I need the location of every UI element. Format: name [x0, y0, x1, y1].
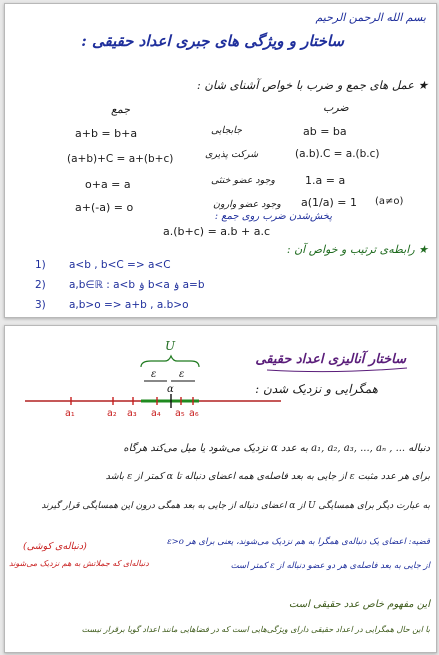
cauchy-description: دنباله‌ای که جملاتش به هم نزدیک می‌شوند — [9, 559, 149, 568]
epsilon-right-label: ε — [179, 369, 185, 380]
column-header-multiplication: ضرب — [323, 101, 349, 114]
add-commutative: a+b = b+a — [75, 127, 138, 140]
definition-line-2: برای هر عدد مثبت ε از جایی به بعد فاصله‌ی همه اعضای دنباله تا α کمتر از ε باشد — [105, 471, 430, 482]
point-label-a4: a₄ — [151, 408, 161, 419]
distributive-label: پخش‌شدن ضرب روی جمع : — [214, 211, 332, 222]
mul-inverse: a(1/a) = 1 — [301, 196, 357, 209]
page2-title: ساختار آنالیزی اعداد حقیقی — [255, 352, 406, 367]
order-heading: ★ رابطه‌ی ترتیب و خواص آن : — [286, 243, 428, 256]
conclusion-line-1: این مفهوم خاص عدد حقیقی است — [288, 599, 430, 610]
bismillah: بسم الله الرحمن الرحیم — [315, 11, 426, 24]
theorem-line-2: از جایی به بعد فاصله‌ی هر دو عضو دنباله از ε کمتر است — [230, 561, 430, 571]
point-label-a5: a₅ — [175, 408, 185, 419]
order-item-number-3: 3) — [35, 299, 46, 311]
epsilon-left-label: ε — [151, 369, 157, 380]
order-item-number-1: 1) — [35, 259, 46, 271]
point-label-a6: a₆ — [189, 408, 199, 419]
definition-line-3: به عبارت دیگر برای همسایگی U از α اعضای دنباله از جایی به بعد همگی درون این همسایگی قرار گیرند — [41, 501, 430, 511]
definition-line-1: دنباله ... , a₁, a₂, a₃, ..., aₙ به عدد α نزدیک می‌شود یا میل می‌کند هرگاه — [123, 443, 430, 454]
neighborhood-bracket — [141, 356, 199, 367]
point-label-a3: a₃ — [127, 408, 137, 419]
property-identity: وجود عضو خنثی — [211, 175, 275, 186]
property-inverse: وجود عضو وارون — [213, 199, 281, 210]
mul-identity: 1.a = a — [305, 174, 346, 187]
notebook-page-1 — [4, 3, 437, 318]
intro-heading: ★ عمل های جمع و ضرب با خواص آشنای شان : — [196, 78, 428, 92]
mul-inverse-condition: (a≠o) — [375, 196, 404, 207]
order-item-2: a,b∈ℝ : a<b ۏ b<a ۏ a=b — [69, 279, 205, 291]
order-item-3: a,b>o => a+b , a.b>o — [69, 299, 189, 311]
order-item-number-2: 2) — [35, 279, 46, 291]
point-label-a1: a₁ — [65, 408, 75, 419]
property-associative: شرکت پذیری — [205, 149, 259, 160]
mul-associative: (a.b).C = a.(b.c) — [295, 148, 380, 160]
theorem-line-1: قضیه: اعضای یک دنباله‌ی همگرا به هم نزدیک می‌شوند، یعنی برای هر ε>o — [167, 537, 430, 547]
order-item-1: a<b , b<C => a<C — [69, 259, 171, 271]
point-label-a2: a₂ — [107, 408, 117, 419]
page2-subtitle: همگرایی و نزدیک شدن : — [255, 382, 378, 396]
neighborhood-label: U — [165, 339, 176, 353]
notebook-page-2 — [4, 325, 437, 653]
conclusion-line-2: با این حال همگرایی در اعداد حقیقی دارای ویژگی‌هایی است که در فضاهایی مانند اعداد گویا برقرار نیست — [81, 625, 430, 634]
add-identity: o+a = a — [85, 178, 131, 191]
cauchy-label: (دنباله‌ی کوشی) — [23, 541, 87, 552]
add-inverse: a+(-a) = o — [75, 201, 134, 214]
add-associative: (a+b)+C = a+(b+c) — [67, 153, 174, 165]
mul-commutative: ab = ba — [303, 125, 347, 138]
page1-title: ساختار و ویژگی های جبری اعداد حقیقی : — [81, 32, 344, 50]
column-header-addition: جمع — [111, 103, 131, 116]
distributive-formula: a.(b+c) = a.b + a.c — [163, 225, 270, 238]
property-commutative: جابجایی — [211, 125, 243, 136]
alpha-label: α — [167, 384, 174, 395]
